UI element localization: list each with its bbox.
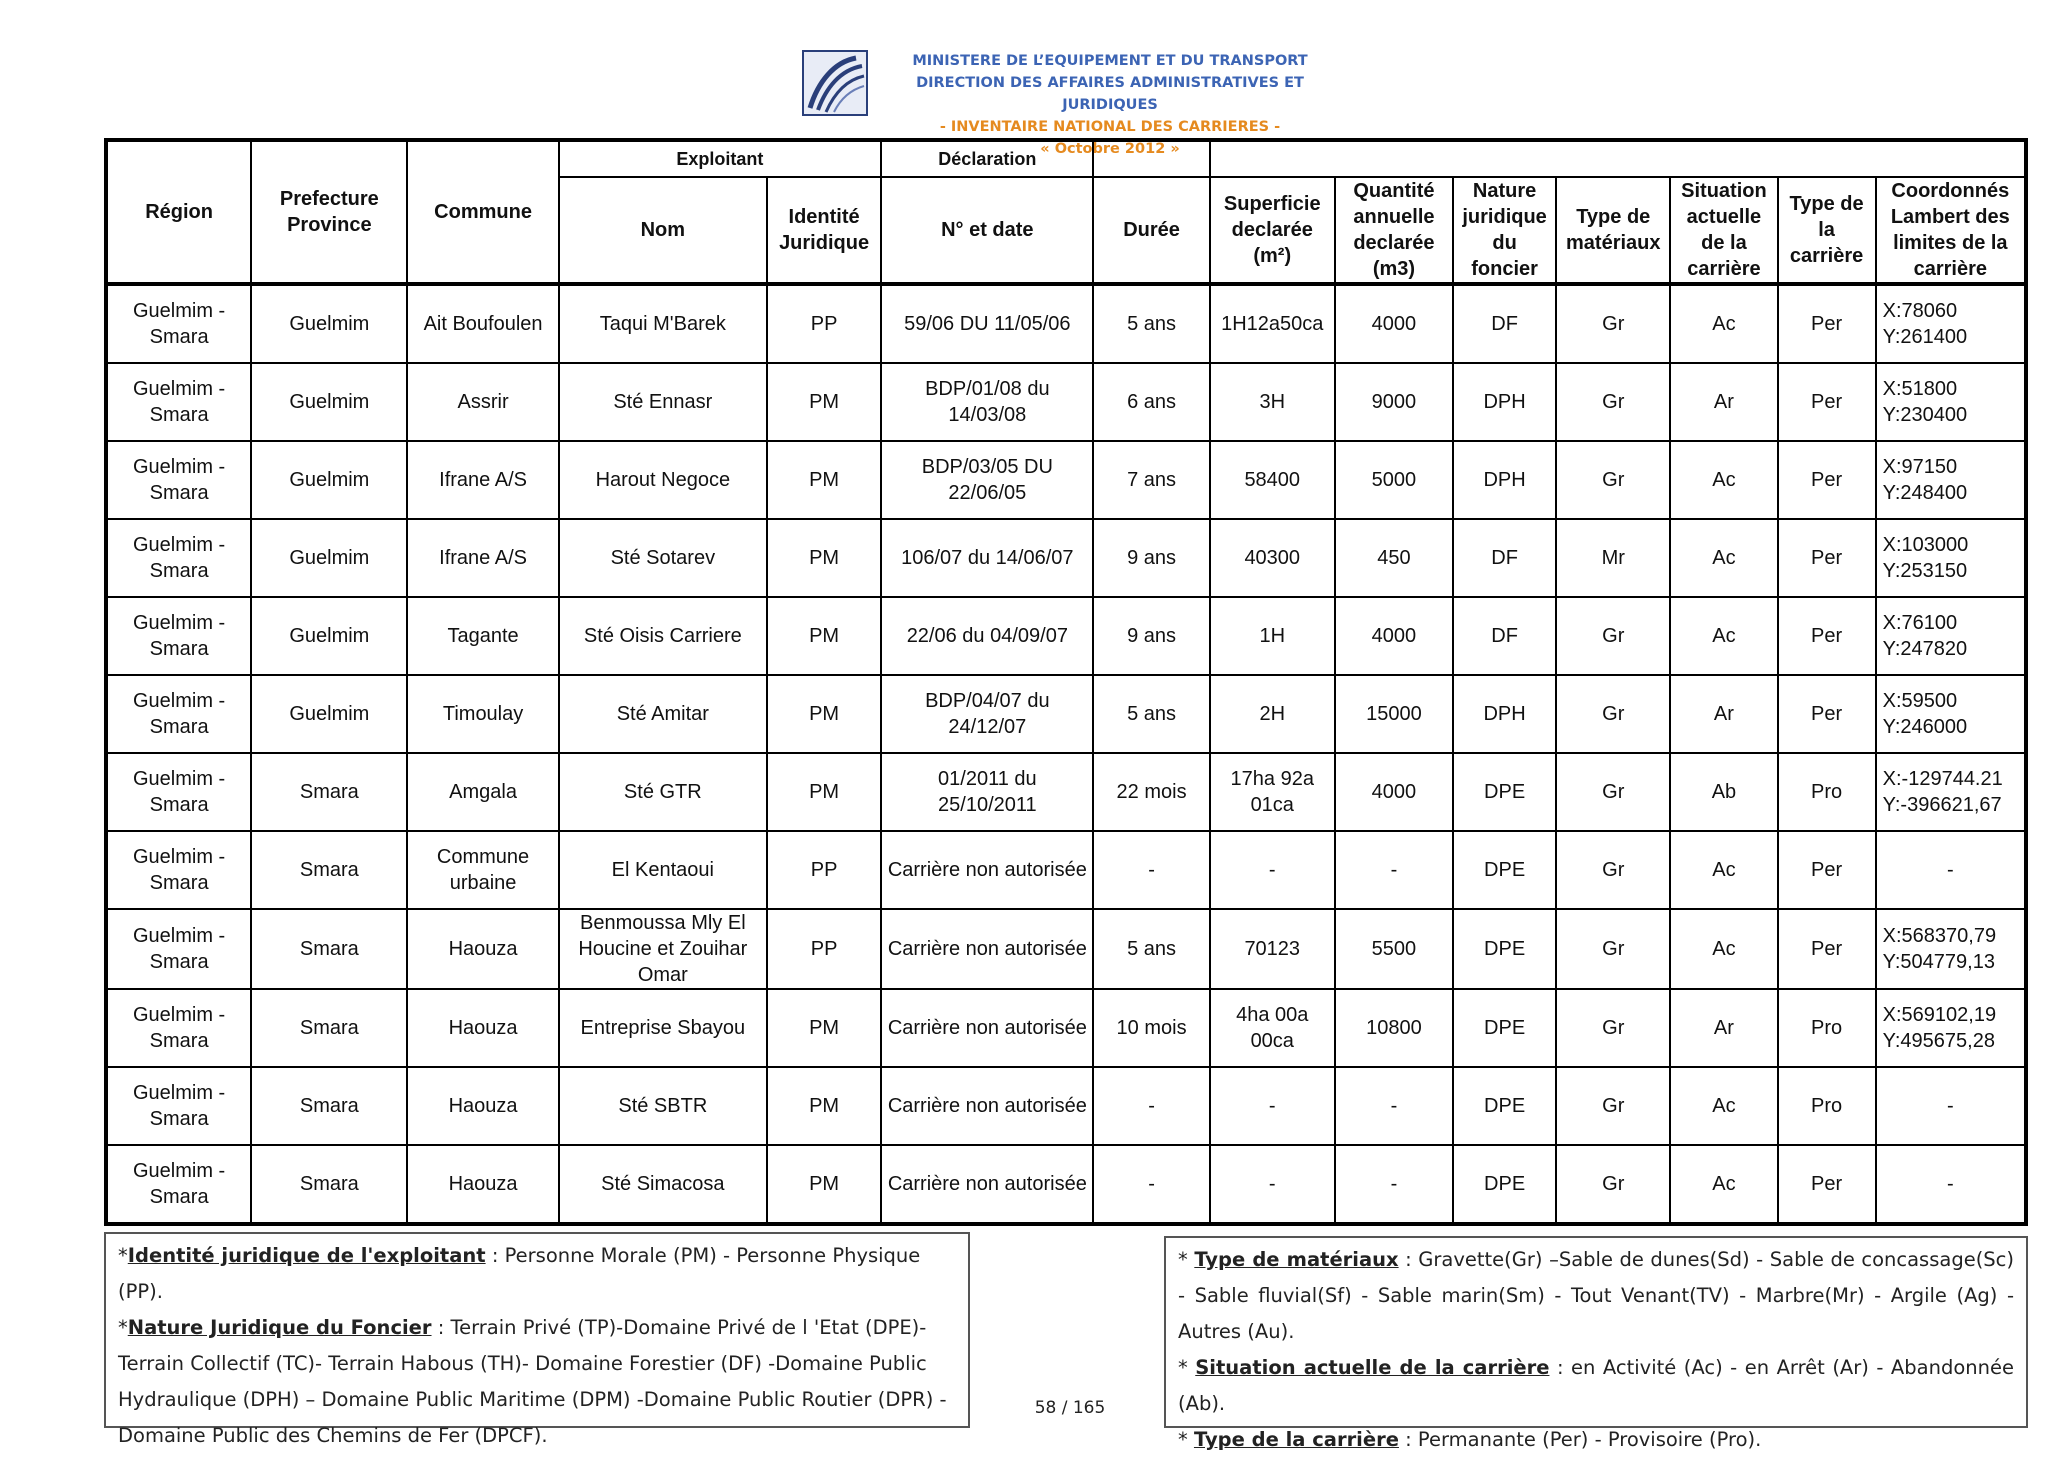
legend-situation: * Situation actuelle de la carrière : en Activité (Ac) - en Arrêt (Ar) - Abandonnée (Ab). bbox=[1178, 1356, 2014, 1415]
cell-region: Guelmim - Smara bbox=[106, 989, 251, 1067]
col-header-type-materiaux: Type de matériaux bbox=[1556, 177, 1670, 284]
cell-coordonnees: - bbox=[1876, 1067, 2026, 1145]
header-line-inventory: - INVENTAIRE NATIONAL DES CARRIERES - bbox=[939, 119, 1281, 135]
col-header-prefecture: Prefecture Province bbox=[251, 140, 407, 284]
cell-prefecture: Guelmim bbox=[251, 284, 407, 363]
cell-type-materiaux: Gr bbox=[1556, 284, 1670, 363]
cell-quantite: - bbox=[1335, 1145, 1453, 1224]
legend-nature: *Nature Juridique du Foncier : Terrain Privé (TP)-Domaine Privé de l 'Etat (DPE)-Terrain Collectif (TC)- Terrain Habous (TH)- Domaine Forestier (DF) -Domaine Public Hydraulique (DPH) – Domaine Public Maritime (DPM) -Domaine Public Routier (DPR) -Domaine Public des Chemins de Fer (DPCF). bbox=[118, 1316, 947, 1447]
group-header-declaration: Déclaration bbox=[881, 140, 1093, 177]
cell-type-materiaux: Mr bbox=[1556, 519, 1670, 597]
cell-type-materiaux: Gr bbox=[1556, 831, 1670, 909]
cell-quantite: 5500 bbox=[1335, 909, 1453, 989]
cell-type-carriere: Per bbox=[1778, 284, 1876, 363]
cell-numero-date: Carrière non autorisée bbox=[881, 1145, 1093, 1224]
col-header-duree: Durée bbox=[1093, 177, 1209, 284]
cell-identite: PM bbox=[767, 441, 881, 519]
cell-commune: Timoulay bbox=[407, 675, 558, 753]
cell-duree: 5 ans bbox=[1093, 284, 1209, 363]
cell-nature-juridique: DPH bbox=[1453, 441, 1556, 519]
cell-superficie: - bbox=[1210, 1145, 1335, 1224]
cell-identite: PP bbox=[767, 909, 881, 989]
cell-nature-juridique: DF bbox=[1453, 519, 1556, 597]
cell-identite: PM bbox=[767, 1145, 881, 1224]
cell-quantite: 10800 bbox=[1335, 989, 1453, 1067]
legend-identite-title: Identité juridique de l'exploitant bbox=[127, 1244, 486, 1267]
cell-prefecture: Smara bbox=[251, 989, 407, 1067]
cell-identite: PP bbox=[767, 284, 881, 363]
header-line-direction: DIRECTION DES AFFAIRES ADMINISTRATIVES ET JURIDIQUES bbox=[916, 75, 1304, 113]
legend-materiaux-title: Type de matériaux bbox=[1194, 1248, 1399, 1271]
cell-type-carriere: Per bbox=[1778, 597, 1876, 675]
page-number: 58 / 165 bbox=[1034, 1398, 1106, 1418]
cell-coordonnees: X:59500 Y:246000 bbox=[1876, 675, 2026, 753]
legend-right bbox=[1164, 1236, 2028, 1451]
cell-situation: Ac bbox=[1670, 441, 1777, 519]
cell-nom: Sté Sotarev bbox=[559, 519, 767, 597]
cell-nom: Sté Amitar bbox=[559, 675, 767, 753]
header-line-ministry: MINISTERE DE L’EQUIPEMENT ET DU TRANSPORT bbox=[912, 53, 1308, 69]
cell-type-materiaux: Gr bbox=[1556, 1145, 1670, 1224]
cell-situation: Ac bbox=[1670, 1145, 1777, 1224]
cell-duree: - bbox=[1093, 1145, 1209, 1224]
cell-coordonnees: X:-129744.21 Y:-396621,67 bbox=[1876, 753, 2026, 831]
cell-quantite: - bbox=[1335, 831, 1453, 909]
cell-numero-date: 59/06 DU 11/05/06 bbox=[881, 284, 1093, 363]
legend-situation-text: : en Activité (Ac) - en Arrêt (Ar) - Abandonnée (Ab). bbox=[1178, 1356, 2014, 1415]
cell-nom: Sté Ennasr bbox=[559, 363, 767, 441]
table-row bbox=[106, 597, 2026, 675]
cell-superficie: 17ha 92a 01ca bbox=[1210, 753, 1335, 831]
table-row bbox=[106, 989, 2026, 1067]
cell-coordonnees: X:103000 Y:253150 bbox=[1876, 519, 2026, 597]
cell-quantite: 4000 bbox=[1335, 753, 1453, 831]
cell-nom: Sté GTR bbox=[559, 753, 767, 831]
cell-numero-date: 106/07 du 14/06/07 bbox=[881, 519, 1093, 597]
table-row bbox=[106, 363, 2026, 441]
cell-situation: Ac bbox=[1670, 1067, 1777, 1145]
cell-prefecture: Guelmim bbox=[251, 675, 407, 753]
table-row bbox=[106, 909, 2026, 989]
cell-situation: Ac bbox=[1670, 831, 1777, 909]
cell-situation: Ac bbox=[1670, 519, 1777, 597]
cell-quantite: - bbox=[1335, 1067, 1453, 1145]
cell-situation: Ac bbox=[1670, 284, 1777, 363]
cell-type-carriere: Per bbox=[1778, 831, 1876, 909]
cell-type-carriere: Pro bbox=[1778, 989, 1876, 1067]
page-header bbox=[0, 46, 2048, 157]
cell-nom: El Kentaoui bbox=[559, 831, 767, 909]
cell-nom: Sté Oisis Carriere bbox=[559, 597, 767, 675]
col-header-type-carriere: Type de la carrière bbox=[1778, 177, 1876, 284]
table-row bbox=[106, 675, 2026, 753]
cell-commune: Amgala bbox=[407, 753, 558, 831]
legend-left bbox=[104, 1232, 970, 1447]
cell-commune: Tagante bbox=[407, 597, 558, 675]
cell-type-carriere: Pro bbox=[1778, 1067, 1876, 1145]
cell-type-materiaux: Gr bbox=[1556, 1067, 1670, 1145]
cell-prefecture: Guelmim bbox=[251, 597, 407, 675]
cell-prefecture: Guelmim bbox=[251, 441, 407, 519]
table-row bbox=[106, 1145, 2026, 1224]
legend-nature-text: : Terrain Privé (TP)-Domaine Privé de l 'Etat (DPE)-Terrain Collectif (TC)- Terrain Habous (TH)- Domaine Forestier (DF) -Domaine Public Hydraulique (DPH) – Domaine Public Maritime (DPM) -Domaine Public Routier (DPR) -Domaine Public des Chemins de Fer (DPCF). bbox=[118, 1316, 947, 1447]
table-row bbox=[106, 441, 2026, 519]
table-body bbox=[106, 284, 2026, 1224]
legend-type-title: Type de la carrière bbox=[1193, 1428, 1399, 1451]
cell-prefecture: Smara bbox=[251, 753, 407, 831]
cell-duree: 7 ans bbox=[1093, 441, 1209, 519]
cell-prefecture: Smara bbox=[251, 1067, 407, 1145]
cell-nom: Sté Simacosa bbox=[559, 1145, 767, 1224]
cell-prefecture: Guelmim bbox=[251, 519, 407, 597]
cell-nature-juridique: DPE bbox=[1453, 831, 1556, 909]
cell-numero-date: Carrière non autorisée bbox=[881, 831, 1093, 909]
cell-type-carriere: Per bbox=[1778, 1145, 1876, 1224]
col-header-identite: Identité Juridique bbox=[767, 177, 881, 284]
group-header-blank-1 bbox=[1093, 140, 1209, 177]
cell-commune: Haouza bbox=[407, 1145, 558, 1224]
cell-nom: Taqui M'Barek bbox=[559, 284, 767, 363]
cell-identite: PM bbox=[767, 363, 881, 441]
cell-identite: PM bbox=[767, 597, 881, 675]
cell-type-carriere: Per bbox=[1778, 519, 1876, 597]
cell-situation: Ar bbox=[1670, 675, 1777, 753]
legend-type: * Type de la carrière : Permanante (Per) - Provisoire (Pro). bbox=[1178, 1428, 1762, 1451]
cell-coordonnees: X:97150 Y:248400 bbox=[1876, 441, 2026, 519]
cell-duree: 22 mois bbox=[1093, 753, 1209, 831]
cell-type-materiaux: Gr bbox=[1556, 989, 1670, 1067]
cell-duree: 9 ans bbox=[1093, 519, 1209, 597]
col-header-nature-juridique: Nature juridique du foncier bbox=[1453, 177, 1556, 284]
col-header-numero-date: N° et date bbox=[881, 177, 1093, 284]
cell-region: Guelmim - Smara bbox=[106, 1145, 251, 1224]
cell-type-materiaux: Gr bbox=[1556, 441, 1670, 519]
cell-type-carriere: Pro bbox=[1778, 753, 1876, 831]
legend-identite-text: : Personne Morale (PM) - Personne Physique (PP). bbox=[118, 1244, 921, 1303]
cell-commune: Commune urbaine bbox=[407, 831, 558, 909]
cell-situation: Ac bbox=[1670, 597, 1777, 675]
cell-type-materiaux: Gr bbox=[1556, 909, 1670, 989]
cell-type-materiaux: Gr bbox=[1556, 363, 1670, 441]
cell-numero-date: BDP/01/08 du 14/03/08 bbox=[881, 363, 1093, 441]
cell-coordonnees: X:51800 Y:230400 bbox=[1876, 363, 2026, 441]
cell-duree: 5 ans bbox=[1093, 909, 1209, 989]
cell-nature-juridique: DPE bbox=[1453, 1067, 1556, 1145]
cell-commune: Haouza bbox=[407, 989, 558, 1067]
cell-superficie: 2H bbox=[1210, 675, 1335, 753]
cell-commune: Haouza bbox=[407, 1067, 558, 1145]
cell-quantite: 4000 bbox=[1335, 597, 1453, 675]
cell-nature-juridique: DPH bbox=[1453, 675, 1556, 753]
cell-type-materiaux: Gr bbox=[1556, 597, 1670, 675]
cell-superficie: 40300 bbox=[1210, 519, 1335, 597]
cell-quantite: 4000 bbox=[1335, 284, 1453, 363]
cell-coordonnees: X:569102,19 Y:495675,28 bbox=[1876, 989, 2026, 1067]
cell-numero-date: BDP/04/07 du 24/12/07 bbox=[881, 675, 1093, 753]
legend-type-text: : Permanante (Per) - Provisoire (Pro). bbox=[1398, 1428, 1762, 1451]
cell-situation: Ab bbox=[1670, 753, 1777, 831]
cell-coordonnees: X:78060 Y:261400 bbox=[1876, 284, 2026, 363]
legend-nature-title: Nature Juridique du Foncier bbox=[127, 1316, 432, 1339]
cell-type-carriere: Per bbox=[1778, 675, 1876, 753]
cell-numero-date: 01/2011 du 25/10/2011 bbox=[881, 753, 1093, 831]
cell-nature-juridique: DPE bbox=[1453, 753, 1556, 831]
cell-region: Guelmim - Smara bbox=[106, 363, 251, 441]
cell-numero-date: Carrière non autorisée bbox=[881, 1067, 1093, 1145]
cell-numero-date: Carrière non autorisée bbox=[881, 909, 1093, 989]
cell-nature-juridique: DF bbox=[1453, 284, 1556, 363]
table-row bbox=[106, 284, 2026, 363]
cell-prefecture: Smara bbox=[251, 831, 407, 909]
cell-superficie: 58400 bbox=[1210, 441, 1335, 519]
cell-region: Guelmim - Smara bbox=[106, 831, 251, 909]
cell-duree: - bbox=[1093, 831, 1209, 909]
cell-region: Guelmim - Smara bbox=[106, 519, 251, 597]
group-header-blank-2 bbox=[1210, 140, 2026, 177]
cell-prefecture: Smara bbox=[251, 1145, 407, 1224]
cell-nature-juridique: DPE bbox=[1453, 989, 1556, 1067]
cell-region: Guelmim - Smara bbox=[106, 597, 251, 675]
cell-duree: - bbox=[1093, 1067, 1209, 1145]
cell-coordonnees: X:568370,79 Y:504779,13 bbox=[1876, 909, 2026, 989]
cell-identite: PM bbox=[767, 519, 881, 597]
cell-coordonnees: X:76100 Y:247820 bbox=[1876, 597, 2026, 675]
cell-nom: Benmoussa Mly El Houcine et Zouihar Omar bbox=[559, 909, 767, 989]
cell-region: Guelmim - Smara bbox=[106, 1067, 251, 1145]
cell-numero-date: 22/06 du 04/09/07 bbox=[881, 597, 1093, 675]
col-header-region: Région bbox=[106, 140, 251, 284]
cell-nature-juridique: DPH bbox=[1453, 363, 1556, 441]
cell-commune: Assrir bbox=[407, 363, 558, 441]
cell-quantite: 15000 bbox=[1335, 675, 1453, 753]
legend-situation-title: Situation actuelle de la carrière bbox=[1195, 1356, 1550, 1379]
cell-region: Guelmim - Smara bbox=[106, 753, 251, 831]
cell-superficie: - bbox=[1210, 1067, 1335, 1145]
cell-superficie: 3H bbox=[1210, 363, 1335, 441]
cell-type-materiaux: Gr bbox=[1556, 753, 1670, 831]
ministry-logo-icon bbox=[802, 50, 868, 116]
cell-duree: 5 ans bbox=[1093, 675, 1209, 753]
cell-numero-date: BDP/03/05 DU 22/06/05 bbox=[881, 441, 1093, 519]
legend-materiaux-text: : Gravette(Gr) –Sable de dunes(Sd) - Sable de concassage(Sc) - Sable fluvial(Sf) - Sable marin(Sm) - Tout Venant(TV) - Marbre(Mr) - Argile (Ag) - Autres (Au). bbox=[1178, 1248, 2015, 1343]
table-row bbox=[106, 831, 2026, 909]
col-header-situation: Situation actuelle de la carrière bbox=[1670, 177, 1777, 284]
cell-superficie: 4ha 00a 00ca bbox=[1210, 989, 1335, 1067]
cell-quantite: 9000 bbox=[1335, 363, 1453, 441]
cell-type-carriere: Per bbox=[1778, 363, 1876, 441]
cell-region: Guelmim - Smara bbox=[106, 441, 251, 519]
group-header-exploitant: Exploitant bbox=[559, 140, 882, 177]
cell-nature-juridique: DF bbox=[1453, 597, 1556, 675]
cell-superficie: - bbox=[1210, 831, 1335, 909]
col-header-nom: Nom bbox=[559, 177, 767, 284]
cell-nom: Entreprise Sbayou bbox=[559, 989, 767, 1067]
legend-identite: *Identité juridique de l'exploitant : Personne Morale (PM) - Personne Physique (PP). bbox=[118, 1244, 921, 1303]
cell-coordonnees: - bbox=[1876, 1145, 2026, 1224]
cell-quantite: 5000 bbox=[1335, 441, 1453, 519]
cell-commune: Ait Boufoulen bbox=[407, 284, 558, 363]
cell-nature-juridique: DPE bbox=[1453, 1145, 1556, 1224]
col-header-commune: Commune bbox=[407, 140, 558, 284]
cell-region: Guelmim - Smara bbox=[106, 909, 251, 989]
table-row bbox=[106, 753, 2026, 831]
cell-identite: PP bbox=[767, 831, 881, 909]
cell-situation: Ac bbox=[1670, 909, 1777, 989]
col-header-coordonnees: Coordonnés Lambert des limites de la carrière bbox=[1876, 177, 2026, 284]
cell-quantite: 450 bbox=[1335, 519, 1453, 597]
cell-type-materiaux: Gr bbox=[1556, 675, 1670, 753]
cell-commune: Ifrane A/S bbox=[407, 441, 558, 519]
quarry-inventory-table bbox=[104, 138, 2028, 1226]
cell-prefecture: Smara bbox=[251, 909, 407, 989]
cell-superficie: 70123 bbox=[1210, 909, 1335, 989]
legend-materiaux: * Type de matériaux : Gravette(Gr) –Sable de dunes(Sd) - Sable de concassage(Sc) - Sable fluvial(Sf) - Sable marin(Sm) - Tout Venant(TV) - Marbre(Mr) - Argile (Ag) - Autres (Au). bbox=[1178, 1248, 2015, 1343]
cell-commune: Ifrane A/S bbox=[407, 519, 558, 597]
cell-identite: PM bbox=[767, 989, 881, 1067]
cell-superficie: 1H12a50ca bbox=[1210, 284, 1335, 363]
cell-region: Guelmim - Smara bbox=[106, 284, 251, 363]
cell-nature-juridique: DPE bbox=[1453, 909, 1556, 989]
table-row bbox=[106, 519, 2026, 597]
cell-duree: 6 ans bbox=[1093, 363, 1209, 441]
cell-identite: PM bbox=[767, 675, 881, 753]
cell-superficie: 1H bbox=[1210, 597, 1335, 675]
cell-duree: 10 mois bbox=[1093, 989, 1209, 1067]
cell-numero-date: Carrière non autorisée bbox=[881, 989, 1093, 1067]
cell-situation: Ar bbox=[1670, 363, 1777, 441]
cell-situation: Ar bbox=[1670, 989, 1777, 1067]
cell-commune: Haouza bbox=[407, 909, 558, 989]
cell-type-carriere: Per bbox=[1778, 441, 1876, 519]
cell-nom: Sté SBTR bbox=[559, 1067, 767, 1145]
cell-duree: 9 ans bbox=[1093, 597, 1209, 675]
cell-prefecture: Guelmim bbox=[251, 363, 407, 441]
table-row bbox=[106, 1067, 2026, 1145]
col-header-superficie: Superficie declarée (m²) bbox=[1210, 177, 1335, 284]
cell-coordonnees: - bbox=[1876, 831, 2026, 909]
cell-identite: PM bbox=[767, 753, 881, 831]
cell-identite: PM bbox=[767, 1067, 881, 1145]
cell-type-carriere: Per bbox=[1778, 909, 1876, 989]
cell-nom: Harout Negoce bbox=[559, 441, 767, 519]
col-header-quantite: Quantité annuelle declarée (m3) bbox=[1335, 177, 1453, 284]
cell-region: Guelmim - Smara bbox=[106, 675, 251, 753]
header-line-date: « Octobre 2012 » bbox=[1040, 141, 1180, 157]
